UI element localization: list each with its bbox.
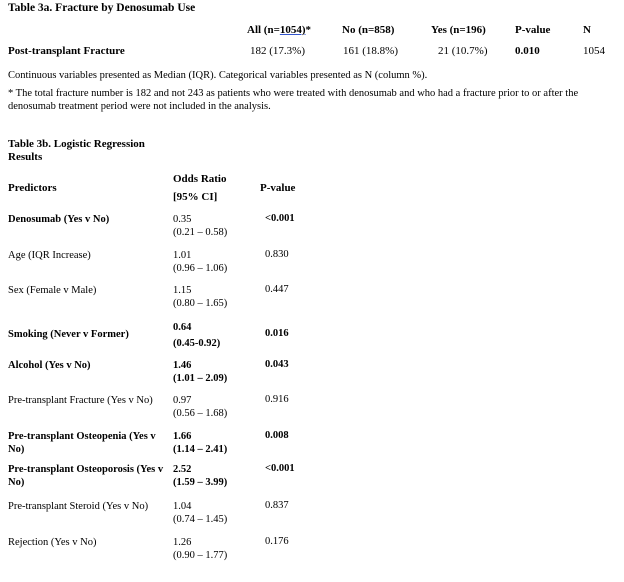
predictor-label: Age (IQR Increase) — [8, 250, 91, 261]
header-pvalue: P-value — [515, 24, 551, 36]
odds-ratio-ci: (1.14 – 2.41) — [173, 444, 228, 455]
footnote-variables: Continuous variables presented as Median (IQR). Categorical variables presented as N (column %). — [8, 70, 428, 81]
pvalue-cell: <0.001 — [265, 463, 295, 474]
header-no: No (n=858) — [342, 24, 395, 36]
odds-ratio-value: 1.01 — [173, 250, 192, 261]
predictor-label: Denosumab (Yes v No) — [8, 214, 110, 225]
predictor-label: Sex (Female v Male) — [8, 285, 97, 296]
cell-all: 182 (17.3%) — [250, 45, 305, 57]
predictor-label: Pre-transplant Osteoporosis (Yes v No) — [8, 464, 164, 488]
odds-ratio-cell — [173, 500, 253, 526]
predictor-label: Pre-transplant Fracture (Yes v No) — [8, 395, 153, 406]
odds-ratio-value: 0.97 — [173, 395, 192, 406]
pvalue-cell: 0.837 — [265, 500, 289, 511]
cell-pvalue: 0.010 — [515, 45, 540, 57]
odds-ratio-ci: (0.21 – 0.58) — [173, 227, 228, 238]
footnote-fracture-total: * The total fracture number is 182 and not 243 as patients who were treated with denosumab and who had a fracture prior to or after the denosumab treatment period were not included in the analysis. — [8, 88, 579, 112]
header-all-number: 1054) — [279, 24, 306, 36]
predictor-label: Pre-transplant Osteopenia (Yes v No) — [8, 431, 156, 455]
odds-ratio-ci: (1.59 – 3.99) — [173, 477, 228, 488]
header-n: N — [583, 24, 591, 36]
table-3b-title: Table 3b. Logistic Regression Results — [8, 138, 145, 163]
header-ci: [95% CI] — [173, 191, 218, 203]
header-pvalue-3b: P-value — [260, 182, 296, 194]
pvalue-cell: 0.016 — [265, 328, 289, 339]
row-label: Post-transplant Fracture — [8, 45, 125, 57]
odds-ratio-cell — [173, 536, 253, 562]
odds-ratio-ci: (0.74 – 1.45) — [173, 514, 228, 525]
pvalue-cell: 0.916 — [265, 394, 289, 405]
predictor-label: Alcohol (Yes v No) — [8, 360, 91, 371]
odds-ratio-cell — [173, 463, 253, 489]
predictor-label: Rejection (Yes v No) — [8, 537, 97, 548]
pvalue-cell: 0.830 — [265, 249, 289, 260]
header-all — [247, 24, 311, 36]
odds-ratio-value: 1.66 — [173, 431, 192, 442]
odds-ratio-ci: (0.96 – 1.06) — [173, 263, 228, 274]
odds-ratio-ci: (0.56 – 1.68) — [173, 408, 228, 419]
odds-ratio-cell — [173, 320, 253, 352]
cell-no: 161 (18.8%) — [343, 45, 398, 57]
odds-ratio-cell — [173, 430, 253, 456]
header-odds-ratio: Odds Ratio — [173, 173, 227, 185]
header-all-prefix: All (n= — [247, 24, 280, 36]
odds-ratio-value: 0.35 — [173, 214, 192, 225]
odds-ratio-cell — [173, 213, 253, 239]
pvalue-cell: 0.447 — [265, 284, 289, 295]
table-3a-title: Table 3a. Fracture by Denosumab Use — [8, 2, 196, 14]
cell-yes: 21 (10.7%) — [438, 45, 488, 57]
odds-ratio-ci: (1.01 – 2.09) — [173, 373, 228, 384]
odds-ratio-ci: (0.80 – 1.65) — [173, 298, 228, 309]
odds-ratio-cell — [173, 249, 253, 275]
odds-ratio-ci: (0.45-0.92) — [173, 338, 221, 349]
header-predictors: Predictors — [8, 182, 57, 194]
pvalue-cell: 0.043 — [265, 359, 289, 370]
pvalue-cell: 0.176 — [265, 536, 289, 547]
odds-ratio-cell — [173, 394, 253, 420]
cell-n: 1054 — [583, 45, 605, 57]
header-yes: Yes (n=196) — [431, 24, 486, 36]
odds-ratio-cell — [173, 284, 253, 310]
pvalue-cell: <0.001 — [265, 213, 295, 224]
pvalue-cell: 0.008 — [265, 430, 289, 441]
predictor-label: Smoking (Never v Former) — [8, 329, 129, 340]
odds-ratio-value: 1.26 — [173, 537, 192, 548]
odds-ratio-value: 1.04 — [173, 501, 192, 512]
odds-ratio-value: 1.46 — [173, 360, 192, 371]
odds-ratio-value: 0.64 — [173, 322, 192, 333]
odds-ratio-ci: (0.90 – 1.77) — [173, 550, 228, 561]
header-all-suffix: * — [305, 24, 312, 36]
odds-ratio-value: 2.52 — [173, 464, 192, 475]
predictor-label: Pre-transplant Steroid (Yes v No) — [8, 501, 149, 512]
odds-ratio-cell — [173, 359, 253, 385]
odds-ratio-value: 1.15 — [173, 285, 192, 296]
